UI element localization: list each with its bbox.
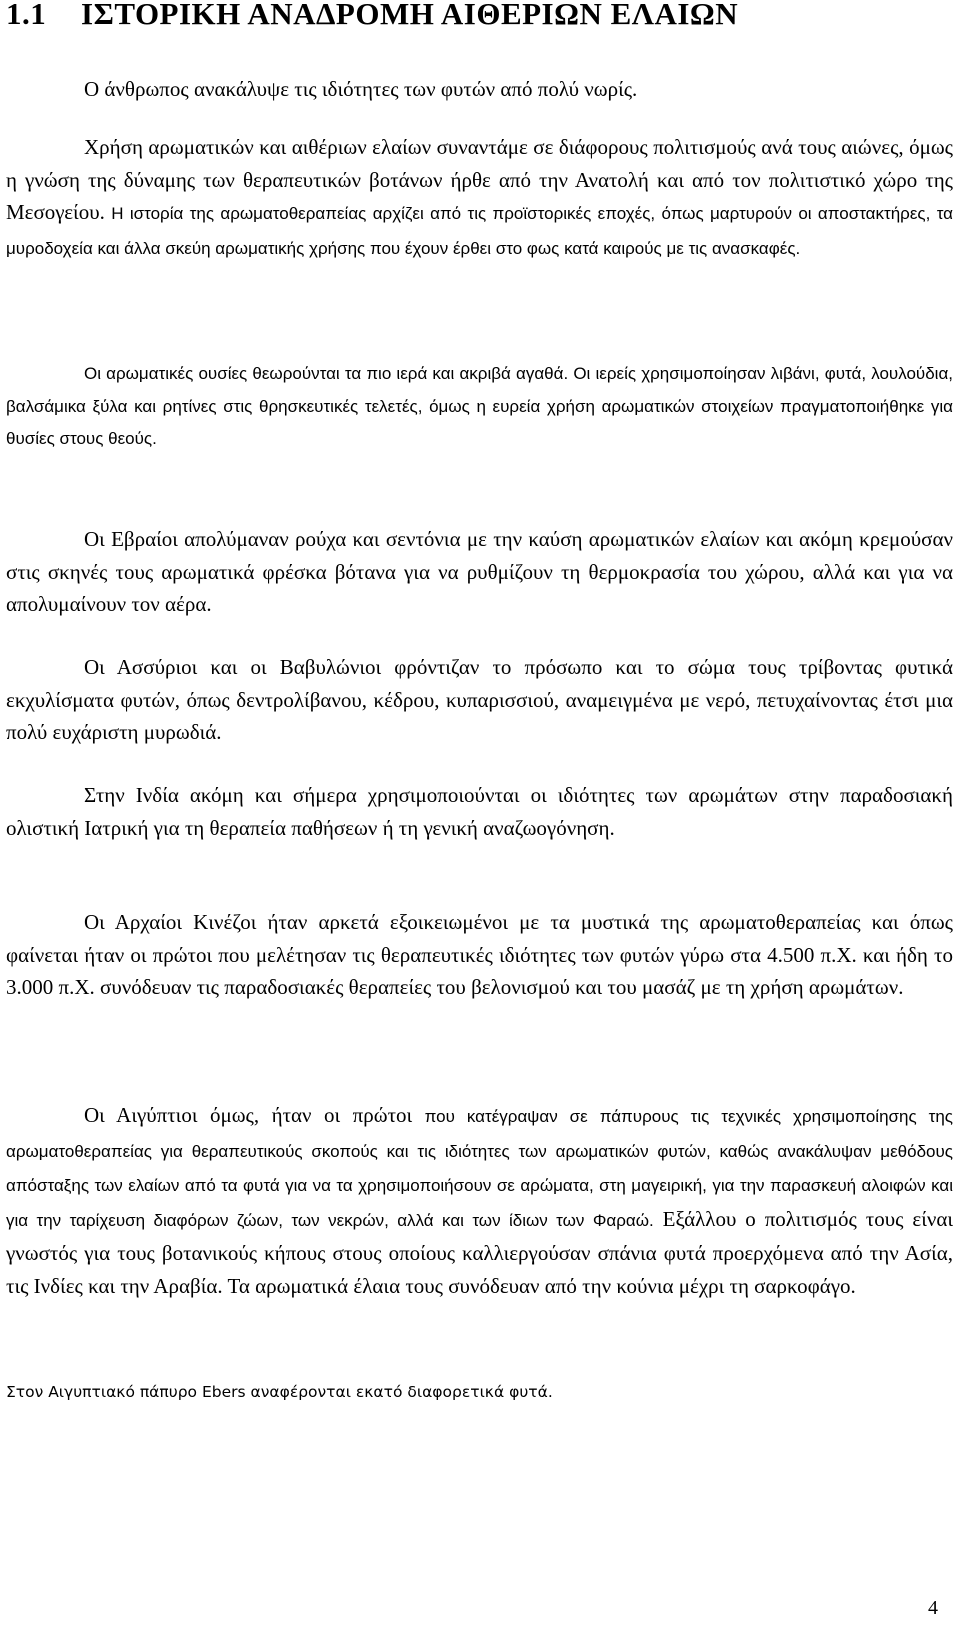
page-number: 4	[928, 1597, 938, 1619]
paragraph-1-serif-part: Χρήση αρωματικών και αιθέριων ελαίων συναντάμε σε διάφορους πολιτισμούς ανά τους αιώνες, όμως η γνώση της δύναμης των θεραπευτικών βοτάνων ήρθε από την Ανατολή και από τον πολιτιστικό χώρο της Μεσογείου.	[6, 135, 953, 224]
section-title: ΙΣΤΟΡΙΚΗ ΑΝΑΔΡΟΜΗ ΑΙΘΕΡΙΩΝ ΕΛΑΙΩΝ	[81, 0, 739, 31]
intro-sentence: Ο άνθρωπος ανακάλυψε τις ιδιότητες των φυτών από πολύ νωρίς.	[84, 77, 638, 101]
paragraph-7-serif-start: Οι Αιγύπτιοι όμως, ήταν οι πρώτοι	[84, 1103, 425, 1127]
paragraph-1-sans-part: Η ιστορία της αρωματοθεραπείας αρχίζει από τις προϊστορικές εποχές, όπως μαρτυρούν οι αποστακτήρες, τα μυροδοχεία και άλλα σκεύη αρωματικής χρήσης που έχουν έρθει στο φως κατά καιρούς με τις ανασκαφές.	[6, 204, 953, 258]
paragraph-1	[6, 131, 953, 265]
paragraph-5: Στην Ινδία ακόμη και σήμερα χρησιμοποιούνται οι ιδιότητες των αρωμάτων στην παραδοσιακή ολιστική Ιατρική για τη θεραπεία παθήσεων ή τη γενική αναζωογόνηση.	[6, 783, 953, 840]
paragraph-7-serif-end: Εξάλλου ο πολιτισμός τους είναι γνωστός για τους βοτανικούς κήπους στους οποίους καλλιεργούσαν σπάνια φυτά προερχόμενα από την Ασία, τις Ινδίες και την Αραβία. Τα αρωματικά έλαια τους συνόδευαν από την κούνια μέχρι τη σαρκοφάγο.	[6, 1206, 954, 1298]
section-heading	[6, 0, 738, 32]
paragraph-7	[6, 1099, 953, 1302]
paragraph-2: Οι αρωματικές ουσίες θεωρούνται τα πιο ιερά και ακριβά αγαθά. Οι ιερείς χρησιμοποίησαν λιβάνι, φυτά, λουλούδια, βαλσάμικα ξύλα και ρητίνες στις θρησκευτικές τελετές, όμως η ευρεία χρήση αρωματικών στοιχείων πραγματοποιήθηκε για θυσίες στους θεούς.	[6, 364, 953, 448]
section-number: 1.1	[6, 0, 47, 31]
paragraph-6: Οι Αρχαίοι Κινέζοι ήταν αρκετά εξοικειωμένοι με τα μυστικά της αρωματοθεραπείας και όπως φαίνεται ήταν οι πρώτοι που μελέτησαν τις θεραπευτικές ιδιότητες των φυτών γύρω στα 4.500 π.Χ. και ήδη το 3.000 π.Χ. συνόδευαν τις παραδοσιακές θεραπείες του βελονισμού και του μασάζ με τη χρήση αρωμάτων.	[6, 910, 953, 999]
paragraph-7-sans-part: που κατέγραψαν σε πάπυρους τις τεχνικές χρησιμοποίησης της αρωματοθεραπείας για θεραπευτικούς σκοπούς και τις ιδιότητες των αρωματικών φυτών, καθώς ανακάλυψαν μεθόδους απόσταξης των ελαίων από τα φυτά για να τα χρησιμοποιήσουν σε αρώματα, στη μαγειρική, για την παρασκευή αλοιφών και για την ταρίχευση διαφόρων ζώων, των νεκρών, αλλά και των ίδιων των Φαραώ.	[6, 1107, 953, 1230]
closing-line: Στον Αιγυπτιακό πάπυρο Ebers αναφέρονται εκατό διαφορετικά φυτά.	[6, 1383, 553, 1401]
paragraph-4: Οι Ασσύριοι και οι Βαβυλώνιοι φρόντιζαν το πρόσωπο και το σώμα τους τρίβοντας φυτικά εκχυλίσματα φυτών, όπως δεντρολίβανου, κέδρου, κυπαρισσιού, αναμειγμένα με νερό, πετυχαίνοντας έτσι μια πολύ ευχάριστη μυρωδιά.	[6, 655, 953, 744]
paragraph-3: Οι Εβραίοι απολύμαναν ρούχα και σεντόνια με την καύση αρωματικών ελαίων και ακόμη κρεμούσαν στις σκηνές τους αρωματικά φρέσκα βότανα για να ρυθμίζουν τη θερμοκρασία του χώρου, αλλά και για να απολυμαίνουν τον αέρα.	[6, 527, 953, 616]
